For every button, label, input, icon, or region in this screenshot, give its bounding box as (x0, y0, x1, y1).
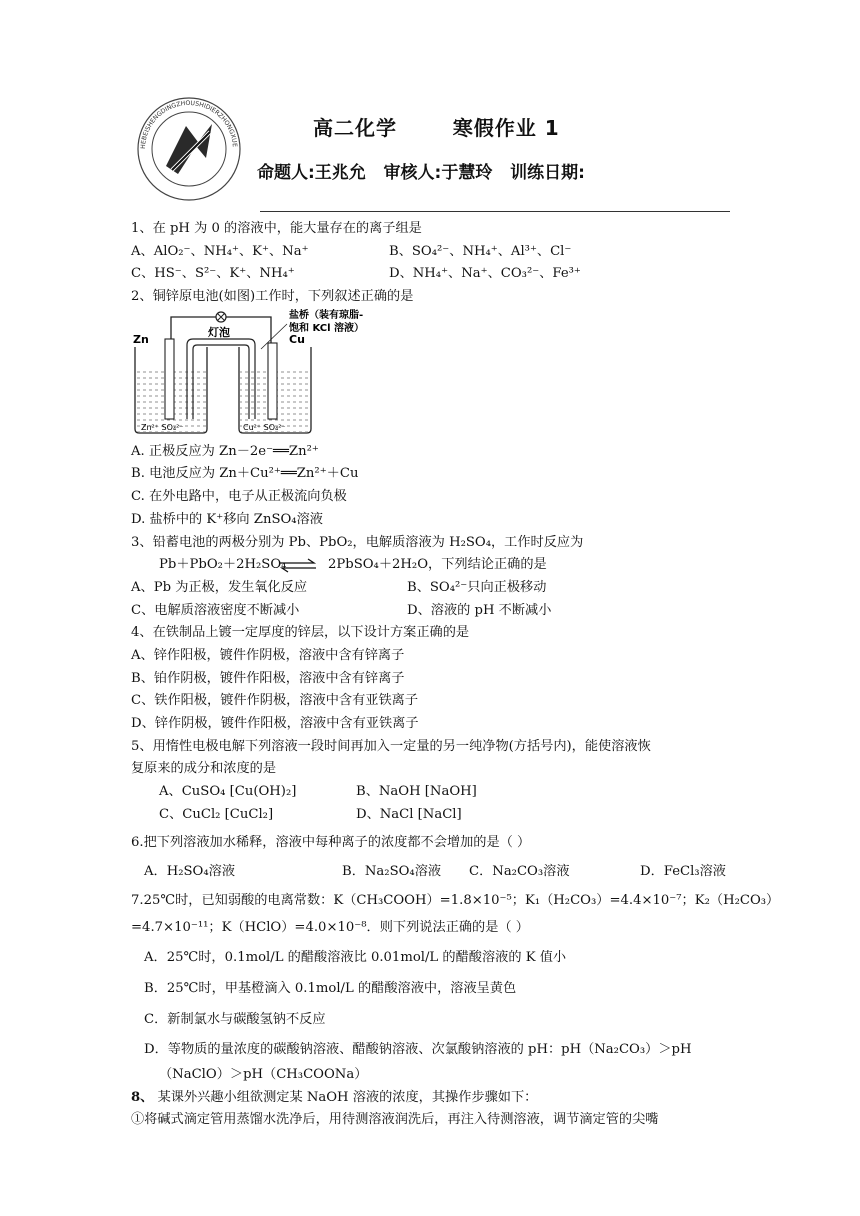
q4-stem: 4、在铁制品上镀一定厚度的锌层，以下设计方案正确的是 (131, 625, 470, 641)
q5-option-c: C、CuCl₂ [CuCl₂] (159, 806, 274, 822)
q7-option-b: B．25℃时，甲基橙滴入 0.1mol/L 的醋酸溶液中，溶液呈黄色 (144, 980, 517, 996)
q2-option-c: C. 在外电路中，电子从正极流向负极 (131, 489, 347, 505)
salt-bridge-label-2: 饱和 KCl 溶液） (289, 322, 365, 334)
q6-option-c: C．Na₂CO₃溶液 (469, 864, 570, 880)
q1-options-ab (131, 241, 736, 264)
galvanic-cell-figure (131, 309, 736, 441)
q3-eq-right: 2PbSO₄＋2H₂O，下列结论正确的是 (328, 557, 547, 573)
q1-option-a: A、AlO₂⁻、NH₄⁺、K⁺、Na⁺ (131, 243, 309, 259)
right-solution-label: Cu²⁺ SO₄²⁻ (243, 422, 286, 432)
cu-electrode-label: Cu (289, 332, 305, 346)
q3-options-cd (131, 600, 736, 623)
q3-option-b: B、SO₄²⁻只向正极移动 (407, 579, 547, 595)
q5-option-d: D、NaCl [NaCl] (356, 806, 462, 822)
q7-option-d-1: D．等物质的量浓度的碳酸钠溶液、醋酸钠溶液、次氯酸钠溶液的 pH：pH（Na₂CO₃）＞pH (144, 1042, 692, 1058)
q6-stem: 6.把下列溶液加水稀释，溶液中每种离子的浓度都不会增加的是（ ） (131, 835, 531, 851)
q1-option-d: D、NH₄⁺、Na⁺、CO₃²⁻、Fe³⁺ (389, 266, 581, 282)
q8-step-1: ①将碱式滴定管用蒸馏水洗净后，用待测溶液润洗后，再注入待测溶液，调节滴定管的尖嘴 (131, 1112, 659, 1128)
q7-option-d-2: （NaClO）＞pH（CH₃COONa） (159, 1066, 368, 1082)
page-title: 高二化学 寒假作业 1 (313, 116, 560, 140)
q2-stem: 2、铜锌原电池(如图)工作时，下列叙述正确的是 (131, 289, 414, 305)
q3-equation (131, 554, 736, 577)
q4-option-a: A、锌作阳极，镀件作阴极，溶液中含有锌离子 (131, 647, 405, 663)
q2-option-d: D. 盐桥中的 K⁺移向 ZnSO₄溶液 (131, 511, 323, 527)
q7-option-c: C．新制氯水与碳酸氢钠不反应 (144, 1011, 326, 1027)
salt-bridge-label-1: 盐桥（装有琼脂- (289, 309, 364, 321)
school-logo (136, 96, 242, 202)
q6-option-a: A．H₂SO₄溶液 (144, 864, 236, 880)
q3-stem: 3、铅蓄电池的两极分别为 Pb、PbO₂，电解质溶液为 H₂SO₄，工作时反应为 (131, 534, 584, 550)
left-solution-label: Zn²⁺ SO₄²⁻ (141, 422, 184, 432)
header-rule (260, 211, 730, 212)
q3-option-a: A、Pb 为正极，发生氧化反应 (131, 579, 308, 595)
q4-option-d: D、锌作阴极，镀件作阳极，溶液中含有亚铁离子 (131, 716, 419, 731)
q8-number: 8、 (131, 1089, 154, 1105)
q7-stem-2: =4.7×10⁻¹¹；K（HClO）=4.0×10⁻⁸．则下列说法正确的是（ ） (131, 919, 529, 935)
q4-option-b: B、铂作阴极，镀件作阳极，溶液中含有锌离子 (131, 670, 405, 686)
logo-ring-text: HEBEISHENGDINGZHOUSHIDIERZHONGXUE (139, 99, 238, 150)
q1-options-cd (131, 263, 736, 286)
bulb-label: 灯泡 (208, 325, 230, 339)
q8-stem (131, 1087, 736, 1110)
q1-stem: 1、在 pH 为 0 的溶液中，能大量存在的离子组是 (131, 221, 422, 236)
q2-option-a: A. 正极反应为 Zn－2e⁻══Zn²⁺ (131, 443, 319, 459)
q3-options-ab (131, 577, 736, 600)
q2-option-b: B. 电池反应为 Zn＋Cu²⁺══Zn²⁺＋Cu (131, 466, 359, 482)
q8-stem-text: 某课外兴趣小组欲测定某 NaOH 溶液的浓度，其操作步骤如下： (153, 1089, 538, 1105)
q5-options-ab (131, 781, 736, 804)
author-line: 命题人:王兆允 审核人:于慧玲 训练日期: (257, 163, 585, 183)
q3-option-d: D、溶液的 pH 不断减小 (407, 602, 552, 618)
q5-stem-1: 5、用惰性电极电解下列溶液一段时间再加入一定量的另一纯净物(方括号内)，能使溶液恢 (131, 738, 651, 754)
q6-option-b: B．Na₂SO₄溶液 (342, 864, 442, 880)
q7-option-a: A．25℃时，0.1mol/L 的醋酸溶液比 0.01mol/L 的醋酸溶液的 K 值小 (144, 950, 567, 966)
q5-option-a: A、CuSO₄ [Cu(OH)₂] (159, 784, 297, 800)
q5-options-cd (131, 804, 736, 827)
q3-eq-left: Pb＋PbO₂＋2H₂SO₄ (159, 557, 287, 573)
zn-electrode-label: Zn (133, 332, 149, 346)
q6-option-d: D．FeCl₃溶液 (640, 864, 726, 880)
q5-stem-2: 复原来的成分和浓度的是 (131, 761, 277, 777)
q1-option-b: B、SO₄²⁻、NH₄⁺、Al³⁺、Cl⁻ (389, 243, 572, 259)
q1-option-c: C、HS⁻、S²⁻、K⁺、NH₄⁺ (131, 266, 295, 282)
q6-options (131, 861, 736, 884)
q5-option-b: B、NaOH [NaOH] (356, 784, 477, 800)
q7-stem-1: 7.25℃时，已知弱酸的电离常数：K（CH₃COOH）=1.8×10⁻⁵；K₁（H₂CO₃）=4.4×10⁻⁷；K₂（H₂CO₃） (131, 892, 780, 908)
q3-option-c: C、电解质溶液密度不断减小 (131, 602, 300, 618)
q4-option-c: C、铁作阳极，镀件作阴极，溶液中含有亚铁离子 (131, 693, 419, 709)
question-list (131, 218, 780, 1132)
